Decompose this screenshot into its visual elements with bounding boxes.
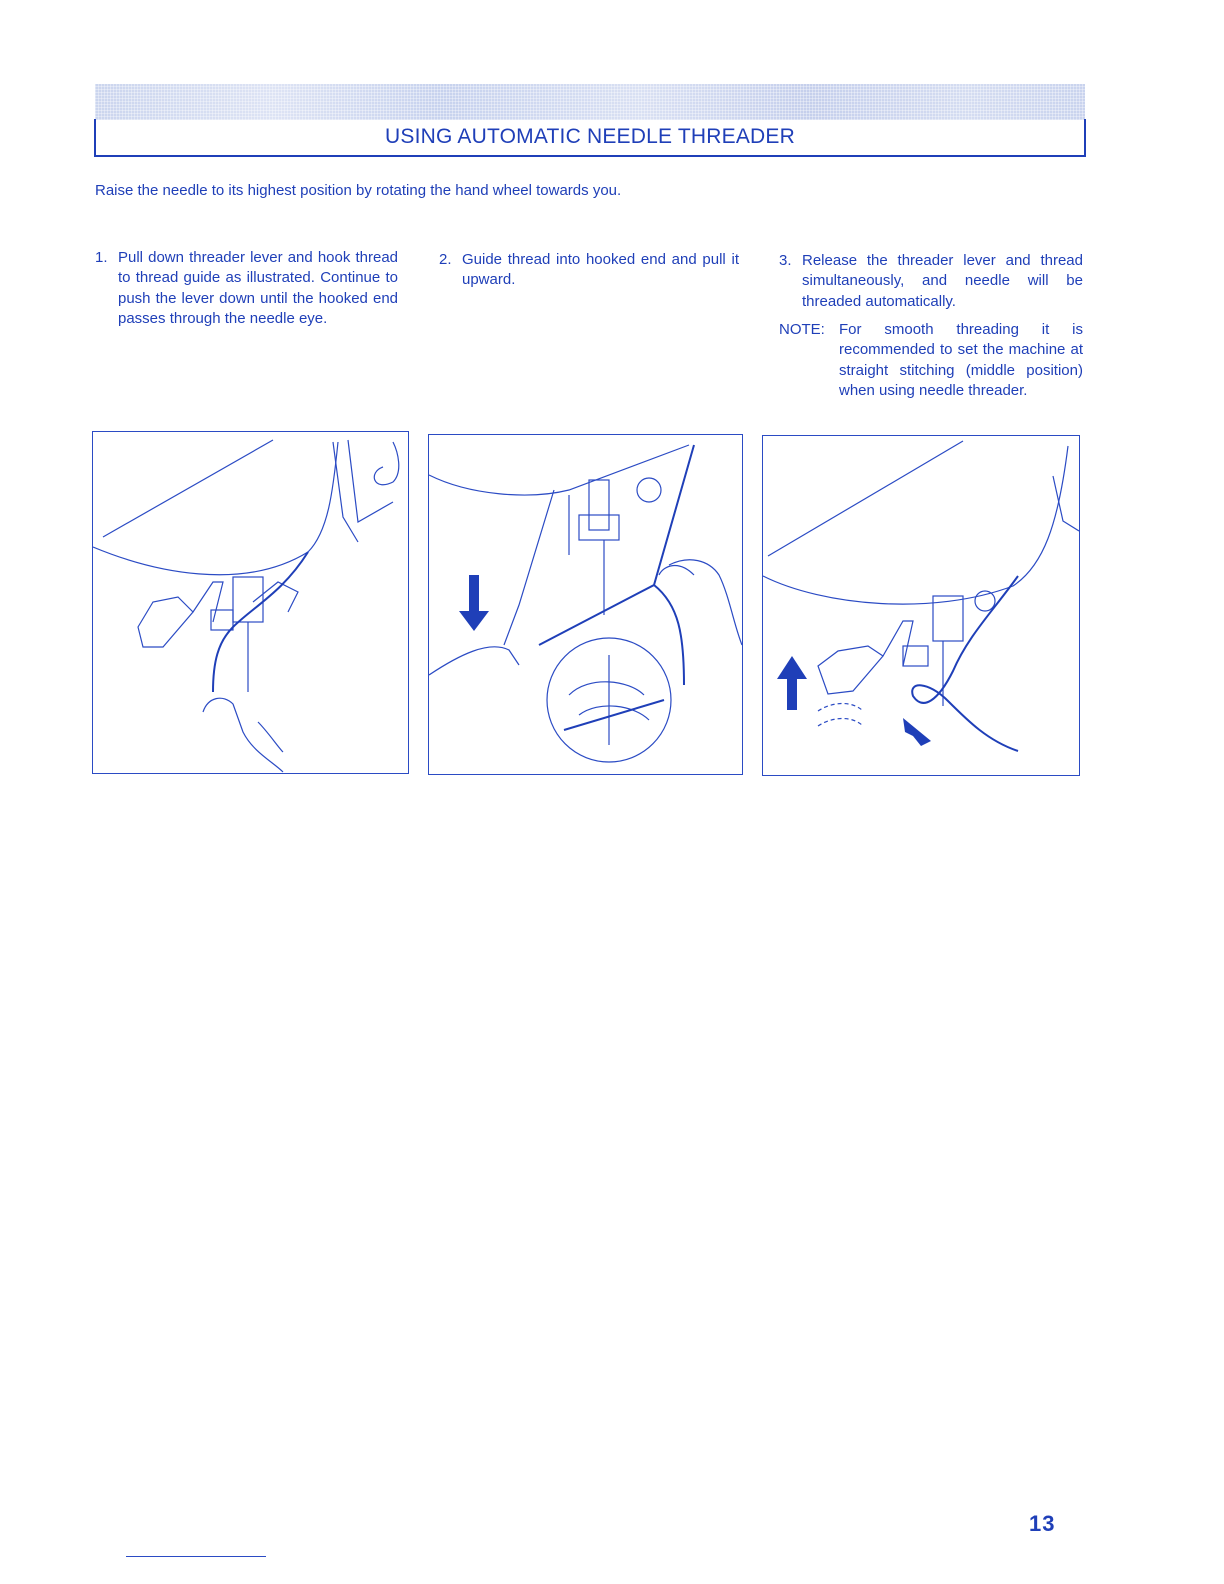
intro-text: Raise the needle to its highest position by rotating the hand wheel towards you. (95, 182, 622, 199)
header-box (94, 119, 1086, 157)
threader-down-arrow-illustration (429, 435, 742, 774)
threader-lever-hook-illustration (93, 432, 408, 773)
page-number: 13 (1029, 1511, 1056, 1536)
threader-release-up-arrow-illustration (763, 436, 1079, 775)
page-title: USING AUTOMATIC NEEDLE THREADER (385, 125, 795, 148)
step-text: Guide thread into hooked end and pull it upward. (462, 251, 739, 289)
step-text: Release the threader lever and thread simultaneously, and needle will be threaded automatically. (802, 252, 1083, 310)
step-number: 1. (95, 249, 108, 266)
step-2 (439, 250, 739, 291)
note-text: For smooth threading it is recommended to set the machine at straight stitching (middle position) when using needle threader. (839, 321, 1083, 399)
note (779, 320, 1083, 401)
note-label: NOTE: (779, 321, 825, 338)
header-band (95, 84, 1085, 120)
step-number: 2. (439, 251, 452, 268)
step-3 (779, 251, 1083, 312)
illustration-panel-1 (92, 431, 409, 774)
footer-rule (126, 1556, 266, 1557)
illustration-panel-2 (428, 434, 743, 775)
illustration-panel-3 (762, 435, 1080, 776)
step-text: Pull down threader lever and hook thread to thread guide as illustrated. Continue to push the lever down until the hooked end passes through the needle eye. (118, 249, 398, 327)
step-1 (95, 248, 398, 329)
step-number: 3. (779, 252, 792, 269)
